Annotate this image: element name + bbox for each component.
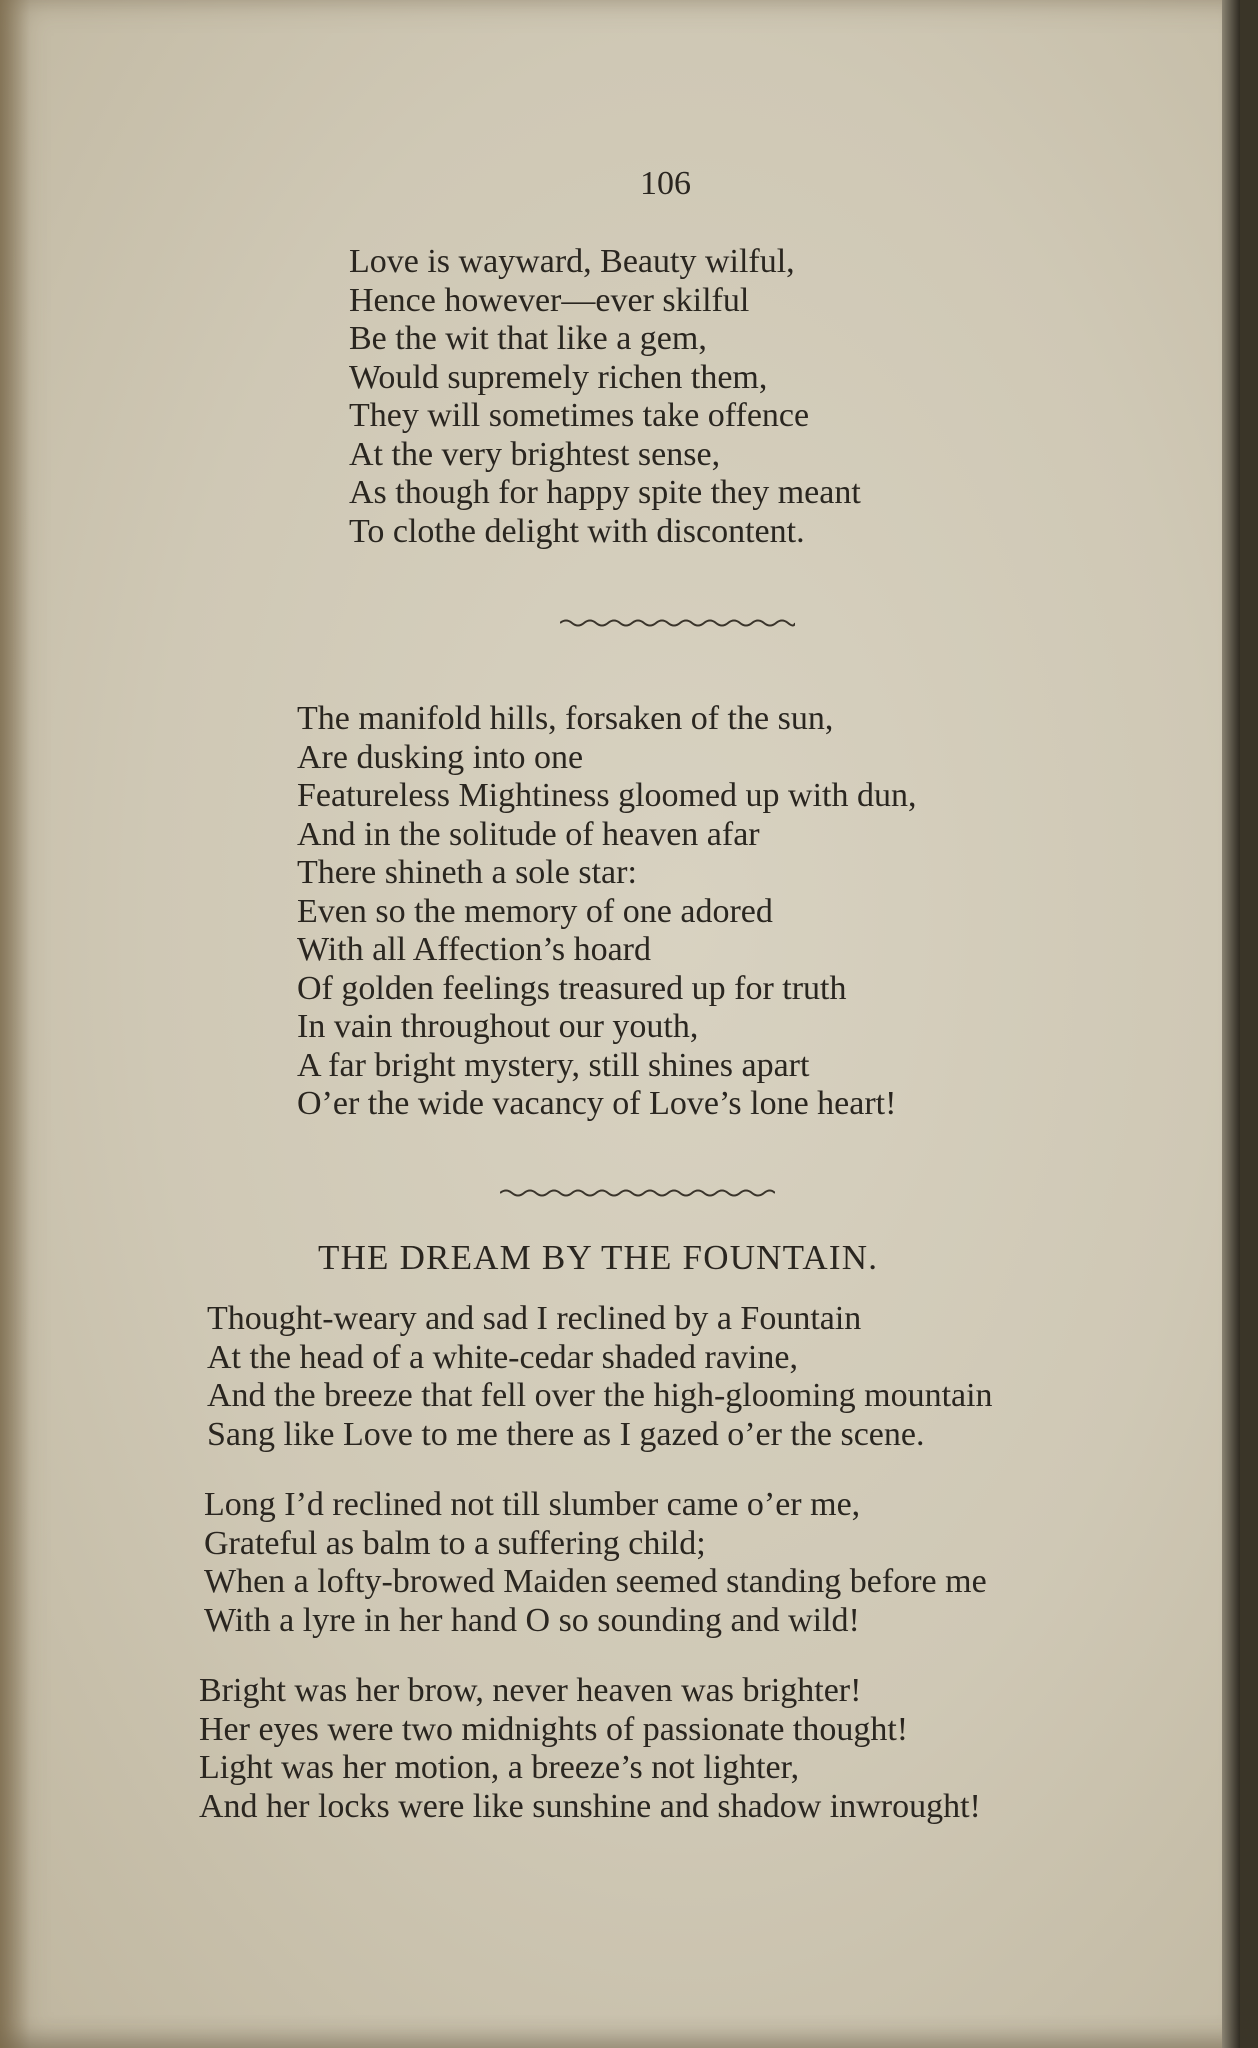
poem-1-line: Be the wit that like a gem, [349,320,707,357]
poem-3-line: Long I’d reclined not till slumber came o’er me, [204,1486,861,1523]
poem-2-line: The manifold hills, forsaken of the sun, [297,700,834,737]
poem-1-line: As though for happy spite they meant [349,474,861,511]
poem-1-line: To clothe delight with discontent. [349,512,805,550]
poem-3-line: When a lofty-browed Maiden seemed standing before me [204,1563,987,1600]
poem-3-line: Light was her motion, a breeze’s not lighter, [199,1749,800,1786]
poem-2-line: O’er the wide vacancy of Love’s lone heart! [297,1085,897,1122]
poem-3-line: Sang like Love to me there as I gazed o’er the scene. [207,1415,925,1453]
poem-3-line: Her eyes were two midnights of passionate thought! [199,1710,909,1748]
poem-1-line: At the very brightest sense, [349,435,721,473]
poem-2-line: Even so the memory of one adored [297,892,773,930]
poem-3-title: THE DREAM BY THE FOUNTAIN. [318,1238,879,1277]
wavy-divider-2 [500,1186,775,1200]
poem-2-line: In vain throughout our youth, [297,1008,699,1045]
poem-3-stanza-2 [204,1486,987,1640]
poem-3-stanza-3 [199,1672,981,1826]
poem-1-line: Hence however—ever skilful [349,281,750,319]
page-number: 106 [640,165,691,202]
poem-3-line: Thought-weary and sad I reclined by a Fountain [207,1300,862,1337]
poem-3-stanza-1 [207,1300,993,1454]
poem-2 [297,700,917,1124]
poem-3-line: Grateful as balm to a suffering child; [204,1524,706,1562]
poem-1-line: Love is wayward, Beauty wilful, [349,243,795,280]
poem-3-line: And the breeze that fell over the high-glooming mountain [207,1377,993,1414]
poem-2-line: There shineth a sole star: [297,854,637,891]
poem-2-line: Featureless Mightiness gloomed up with dun, [297,777,917,814]
poem-3-line: At the head of a white-cedar shaded ravine, [207,1338,798,1376]
wavy-divider-1 [560,616,795,630]
poem-2-line: A far bright mystery, still shines apart [297,1046,810,1084]
poem-2-line: And in the solitude of heaven afar [297,815,760,853]
poem-2-line: Of golden feelings treasured up for truth [297,969,847,1007]
poem-3-line: With a lyre in her hand O so sounding and wild! [204,1601,860,1639]
poem-2-line: With all Affection’s hoard [297,931,651,968]
poem-2-line: Are dusking into one [297,738,584,776]
page-edge-shadow [1222,0,1240,2048]
poem-3-line: And her locks were like sunshine and shadow inwrought! [199,1787,981,1825]
poem-1-line: Would supremely richen them, [349,358,768,396]
poem-1 [349,243,861,551]
poem-1-line: They will sometimes take offence [349,397,810,434]
poem-3-line: Bright was her brow, never heaven was brighter! [199,1672,862,1709]
page-binding-shadow [0,0,30,2048]
